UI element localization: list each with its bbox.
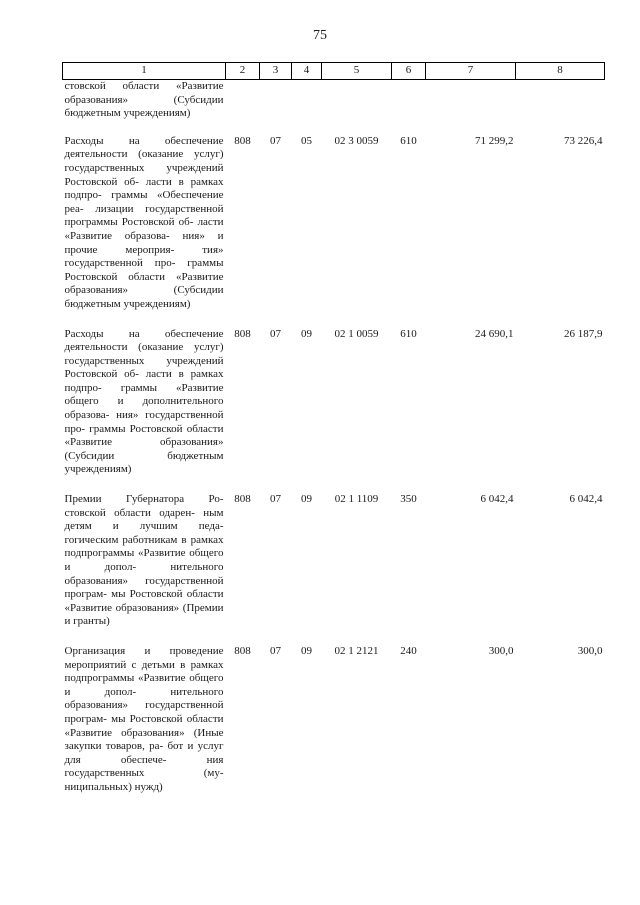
description-line: мероприятий с детьми в — [64, 658, 186, 671]
column-header: 4 — [292, 63, 322, 80]
table-row — [63, 645, 605, 795]
description-line: (Иные закупки товаров, ра- — [64, 726, 224, 753]
description-line: граммы Ростовской области — [64, 257, 224, 283]
column-header: 2 — [226, 63, 260, 80]
chapter-code: 808 — [234, 134, 251, 147]
section-code: 07 — [270, 327, 281, 340]
target-article-code: 02 1 1109 — [334, 493, 379, 506]
description-line: (Субсидии бюджетным — [64, 284, 224, 310]
row-description — [63, 493, 226, 645]
amount-year-1: 71 299,2 — [475, 134, 514, 147]
column-header: 3 — [260, 63, 292, 80]
description-line: нительного образования» — [64, 685, 224, 712]
row-description — [63, 135, 226, 328]
description-line: ласти в рамках подпро- — [64, 175, 224, 202]
amount-year-1: 24 690,1 — [475, 327, 514, 340]
description-line: гогическим работникам в — [64, 533, 187, 546]
amount-year-2: 6 042,4 — [569, 493, 603, 506]
description-line: граммы «Развитие общего и — [64, 381, 224, 408]
description-line: учреждений Ростовской об- — [64, 354, 224, 381]
column-header: 7 — [426, 63, 516, 80]
empty-cell — [322, 80, 392, 135]
table-row-continuation — [63, 80, 605, 135]
amount-year-2: 73 226,4 — [564, 134, 603, 147]
description-line: Расходы на обеспечение — [64, 134, 224, 147]
section-code: 07 — [270, 134, 281, 147]
subsection-code: 09 — [301, 644, 312, 657]
empty-cell — [426, 80, 516, 135]
column-header: 1 — [63, 63, 226, 80]
description-line: программы Ростовской об- — [64, 216, 194, 229]
description-line: государственной програм- — [64, 574, 224, 601]
description-line: «Развитие общего и допол- — [64, 547, 224, 573]
description-line: учреждений Ростовской об- — [64, 161, 224, 188]
description-line: нительного образования» — [64, 561, 224, 587]
description-line: (Премии и гранты) — [64, 601, 224, 628]
empty-cell — [260, 80, 292, 135]
subsection-code: 09 — [301, 493, 312, 506]
amount-year-1: 300,0 — [488, 644, 514, 657]
subsection-code: 09 — [301, 327, 312, 340]
description-line: ласти в рамках подпро- — [64, 368, 224, 394]
expense-type-code: 610 — [400, 327, 417, 340]
description-line: тия» государственной про- — [64, 243, 224, 270]
description-line: учреждениям) — [123, 297, 191, 310]
description-line: ния» и прочие мероприя- — [64, 229, 224, 256]
chapter-code: 808 — [234, 327, 251, 340]
row-description — [63, 328, 226, 494]
empty-cell — [392, 80, 426, 135]
description-line: Организация и проведение — [64, 644, 224, 657]
table-row — [63, 493, 605, 645]
description-line: ниципальных) нужд) — [64, 780, 163, 793]
description-line: граммы Ростовской области — [89, 422, 224, 435]
description-line: «Развитие образования» — [64, 726, 185, 739]
page-number: 75 — [313, 28, 327, 43]
section-code: 07 — [270, 644, 281, 657]
description-line: бюджетным учреждениям) — [64, 107, 191, 120]
column-header: 5 — [322, 63, 392, 80]
description-line: «Развитие образования» — [64, 601, 180, 614]
budget-table — [62, 62, 605, 795]
description-line: граммы «Обеспечение реа- — [64, 189, 224, 215]
amount-year-1: 6 042,4 — [480, 493, 514, 506]
amount-year-2: 300,0 — [577, 644, 603, 657]
expense-type-code: 350 — [400, 493, 417, 506]
description-line: мы Ростовской области — [111, 712, 224, 725]
description-line: ласти «Развитие образова- — [64, 216, 224, 242]
description-line: ния государственных (му- — [64, 753, 224, 780]
description-line: стовской области «Развитие — [64, 80, 224, 92]
column-header: 8 — [516, 63, 605, 80]
expense-type-code: 240 — [400, 644, 417, 657]
row-description — [63, 80, 226, 135]
target-article-code: 02 1 2121 — [334, 644, 379, 657]
expense-type-code: 610 — [400, 134, 417, 147]
description-line: «Развитие образования» — [64, 270, 224, 297]
table-row — [63, 328, 605, 494]
column-header: 6 — [392, 63, 426, 80]
description-line: Премии Губернатора Ро- — [64, 493, 224, 506]
description-line: рамках подпрограммы — [64, 658, 224, 685]
description-line: рамках подпрограммы — [64, 533, 224, 560]
empty-cell — [292, 80, 322, 135]
chapter-code: 808 — [234, 493, 251, 506]
row-description — [63, 645, 226, 795]
amount-year-2: 26 187,9 — [564, 327, 603, 340]
target-article-code: 02 1 0059 — [334, 327, 379, 340]
description-line: образования» (Субсидии — [64, 93, 224, 106]
description-line: бот и услуг для обеспече- — [64, 740, 224, 766]
description-line: услуг) государственных — [64, 148, 224, 174]
section-code: 07 — [270, 493, 281, 506]
description-line: учреждениям) — [64, 463, 132, 476]
chapter-code: 808 — [234, 644, 251, 657]
description-line: ния» государственной про- — [64, 409, 224, 435]
description-line: деятельности (оказание — [64, 148, 184, 161]
description-line: ным детям и лучшим педа- — [64, 506, 224, 533]
description-line: Расходы на обеспечение — [64, 327, 224, 340]
description-line: мы Ростовской области — [111, 588, 224, 601]
description-line: «Развитие общего и допол- — [64, 672, 224, 698]
subsection-code: 05 — [301, 134, 312, 147]
description-line: дополнительного образова- — [64, 395, 224, 422]
description-line: (Субсидии бюджетным — [64, 449, 224, 462]
empty-cell — [516, 80, 605, 135]
empty-cell — [226, 80, 260, 135]
description-line: лизации государственной — [95, 202, 224, 215]
target-article-code: 02 3 0059 — [334, 134, 379, 147]
description-line: стовской области одарен- — [64, 506, 195, 519]
description-line: «Развитие образования» — [64, 436, 224, 449]
description-line: услуг) государственных — [64, 341, 224, 367]
table-row — [63, 135, 605, 328]
header-row — [63, 63, 605, 80]
description-line: деятельности (оказание — [64, 341, 184, 354]
description-line: государственной програм- — [64, 699, 224, 725]
